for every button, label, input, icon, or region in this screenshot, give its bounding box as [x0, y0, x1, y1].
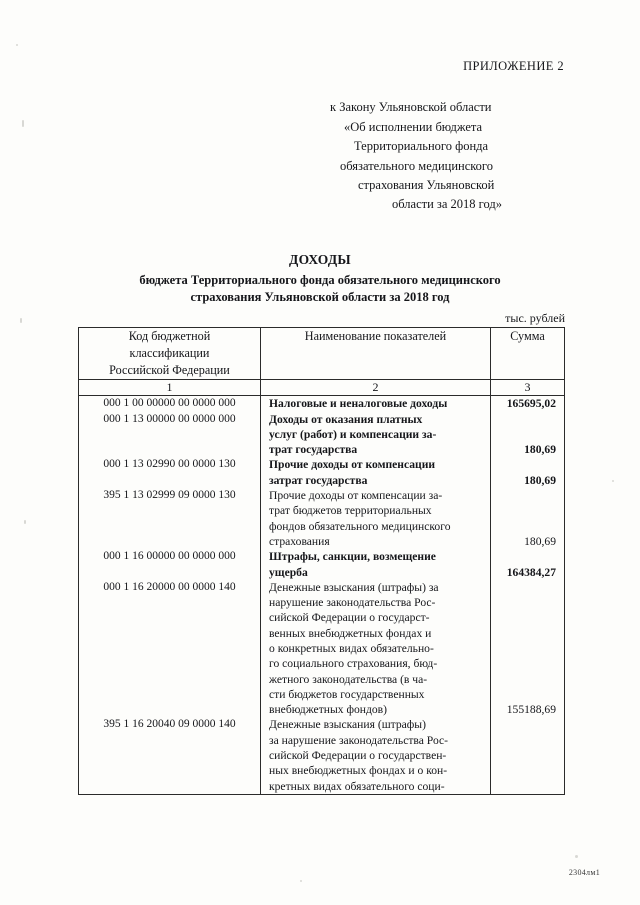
table-row	[79, 717, 565, 794]
row-name	[261, 488, 491, 549]
header-cell-code	[79, 328, 261, 380]
row-code-text: 000 1 16 00000 00 0000 000	[103, 550, 236, 563]
row-name-line: сийской Федерации о государствен-	[269, 749, 447, 763]
table-header-row	[79, 328, 565, 380]
header-code-line3: Российской Федерации	[109, 363, 230, 378]
row-name-line: страхования	[269, 534, 330, 548]
appendix-reference	[330, 98, 600, 214]
table-header	[79, 328, 565, 396]
document-title: ДОХОДЫ	[289, 252, 351, 267]
row-amount	[491, 396, 565, 412]
row-name-line: трат бюджетов территориальных	[269, 504, 432, 518]
header-code-line1: Код бюджетной	[128, 329, 211, 343]
row-name-line: жетного законодательства (в ча-	[269, 672, 428, 686]
row-name	[261, 412, 491, 458]
column-number-2: 2	[261, 380, 491, 396]
amount-value: 180,69	[524, 443, 556, 457]
row-name-line: Прочие доходы от компенсации	[269, 458, 436, 472]
header-cell-name: Наименование показателей	[261, 328, 491, 380]
row-code	[79, 457, 261, 488]
amount-value: 155188,69	[506, 703, 556, 717]
subtitle-line-1: бюджета Территориального фонда обязательного медицинского	[139, 273, 501, 287]
amount-spacer	[493, 595, 556, 610]
row-code-text: 000 1 16 20000 00 0000 140	[103, 580, 236, 593]
row-amount	[491, 488, 565, 549]
table-row	[79, 396, 565, 412]
scan-speck	[300, 880, 302, 882]
row-code-text: 000 1 00 00000 00 0000 000	[103, 397, 236, 410]
row-name-line: Денежные взыскания (штрафы)	[269, 718, 426, 732]
row-amount	[491, 717, 565, 794]
scan-speck	[575, 855, 578, 858]
row-name-line: о конкретных видах обязательно-	[269, 641, 434, 655]
income-table	[78, 327, 565, 795]
amount-spacer	[493, 412, 556, 427]
amount-value: 180,69	[524, 473, 556, 487]
row-name	[261, 717, 491, 794]
header-code-line2: классификации	[129, 346, 210, 361]
reference-line: «Об исполнении бюджета	[344, 119, 483, 134]
row-name-line: фондов обязательного медицинского	[269, 519, 451, 533]
row-name-line: трат государства	[269, 443, 358, 457]
row-name-line: затрат государства	[269, 473, 368, 487]
row-name-line: внебюджетных фондов)	[269, 703, 387, 717]
appendix-header	[330, 57, 600, 215]
amount-spacer	[493, 427, 556, 442]
row-amount	[491, 549, 565, 580]
row-name-line: сийской Федерации о государст-	[269, 611, 430, 625]
row-name	[261, 549, 491, 580]
row-amount	[491, 412, 565, 458]
appendix-title: ПРИЛОЖЕНИЕ 2	[463, 59, 564, 73]
row-code	[79, 549, 261, 580]
document-subtitle	[0, 272, 640, 305]
row-name-line: за нарушение законодательства Рос-	[269, 733, 449, 747]
row-name-line: Штрафы, санкции, возмещение	[269, 550, 436, 564]
amount-spacer	[493, 672, 556, 687]
amount-spacer	[493, 503, 556, 518]
row-name-line: Прочие доходы от компенсации за-	[269, 489, 443, 503]
amount-spacer	[493, 626, 556, 641]
amount-spacer	[493, 656, 556, 671]
amount-value: 180,69	[524, 534, 556, 548]
row-name-line: Налоговые и неналоговые доходы	[269, 397, 448, 411]
amount-spacer	[493, 641, 556, 656]
table-row	[79, 412, 565, 458]
footer-code: 2304лм1	[568, 868, 600, 877]
scan-speck	[612, 480, 614, 482]
amount-spacer	[493, 488, 556, 503]
row-name-line: ущерба	[269, 565, 308, 579]
header-cell-amount: Сумма	[491, 328, 565, 380]
row-code	[79, 580, 261, 718]
row-name-line: кретных видах обязательного соци-	[269, 779, 445, 793]
row-name-line: нарушение законодательства Рос-	[269, 596, 436, 610]
reference-line: Территориального фонда	[354, 139, 489, 154]
column-number-3: 3	[491, 380, 565, 396]
amount-value: 164384,27	[506, 565, 556, 579]
row-code-text: 000 1 13 00000 00 0000 000	[103, 412, 236, 425]
amount-spacer	[493, 580, 556, 595]
row-code	[79, 396, 261, 412]
amount-spacer	[493, 519, 556, 534]
row-code-text: 395 1 16 20040 09 0000 140	[103, 718, 236, 731]
row-name-line: ных внебюджетных фондах и о кон-	[269, 764, 448, 778]
row-name-line: венных внебюджетных фондах и	[269, 626, 432, 640]
scan-speck	[24, 520, 26, 524]
row-code-text: 395 1 13 02999 09 0000 130	[103, 489, 236, 502]
amount-spacer	[493, 457, 556, 472]
reference-line: обязательного медицинского	[340, 158, 494, 173]
row-name-line: сти бюджетов государственных	[269, 687, 425, 701]
row-name	[261, 457, 491, 488]
row-name	[261, 396, 491, 412]
table-row	[79, 549, 565, 580]
row-code	[79, 488, 261, 549]
amount-value: 165695,02	[506, 397, 556, 411]
table-body	[79, 396, 565, 795]
row-name-line: го социального страхования, бюд-	[269, 657, 438, 671]
amount-spacer	[493, 549, 556, 564]
table-column-number-row	[79, 380, 565, 396]
table-row	[79, 580, 565, 718]
reference-line: к Закону Ульяновской области	[330, 100, 492, 115]
subtitle-line-2: страхования Ульяновской области за 2018 год	[190, 289, 450, 304]
scan-speck	[22, 120, 24, 127]
row-name-line: услуг (работ) и компенсации за-	[269, 427, 437, 441]
row-code	[79, 412, 261, 458]
row-amount	[491, 580, 565, 718]
row-name-line: Денежные взыскания (штрафы) за	[269, 580, 439, 594]
scan-speck	[16, 44, 18, 46]
table-row	[79, 457, 565, 488]
reference-line: области за 2018 год»	[392, 197, 502, 212]
amount-spacer	[493, 687, 556, 702]
scan-speck	[20, 318, 22, 323]
table-row	[79, 488, 565, 549]
row-name	[261, 580, 491, 718]
row-code-text: 000 1 13 02990 00 0000 130	[103, 458, 236, 471]
units-label: тыс. рублей	[505, 311, 565, 325]
column-number-1: 1	[79, 380, 261, 396]
reference-line: страхования Ульяновской	[358, 177, 495, 192]
amount-spacer	[493, 610, 556, 625]
row-name-line: Доходы от оказания платных	[269, 412, 423, 426]
row-code	[79, 717, 261, 794]
row-amount	[491, 457, 565, 488]
